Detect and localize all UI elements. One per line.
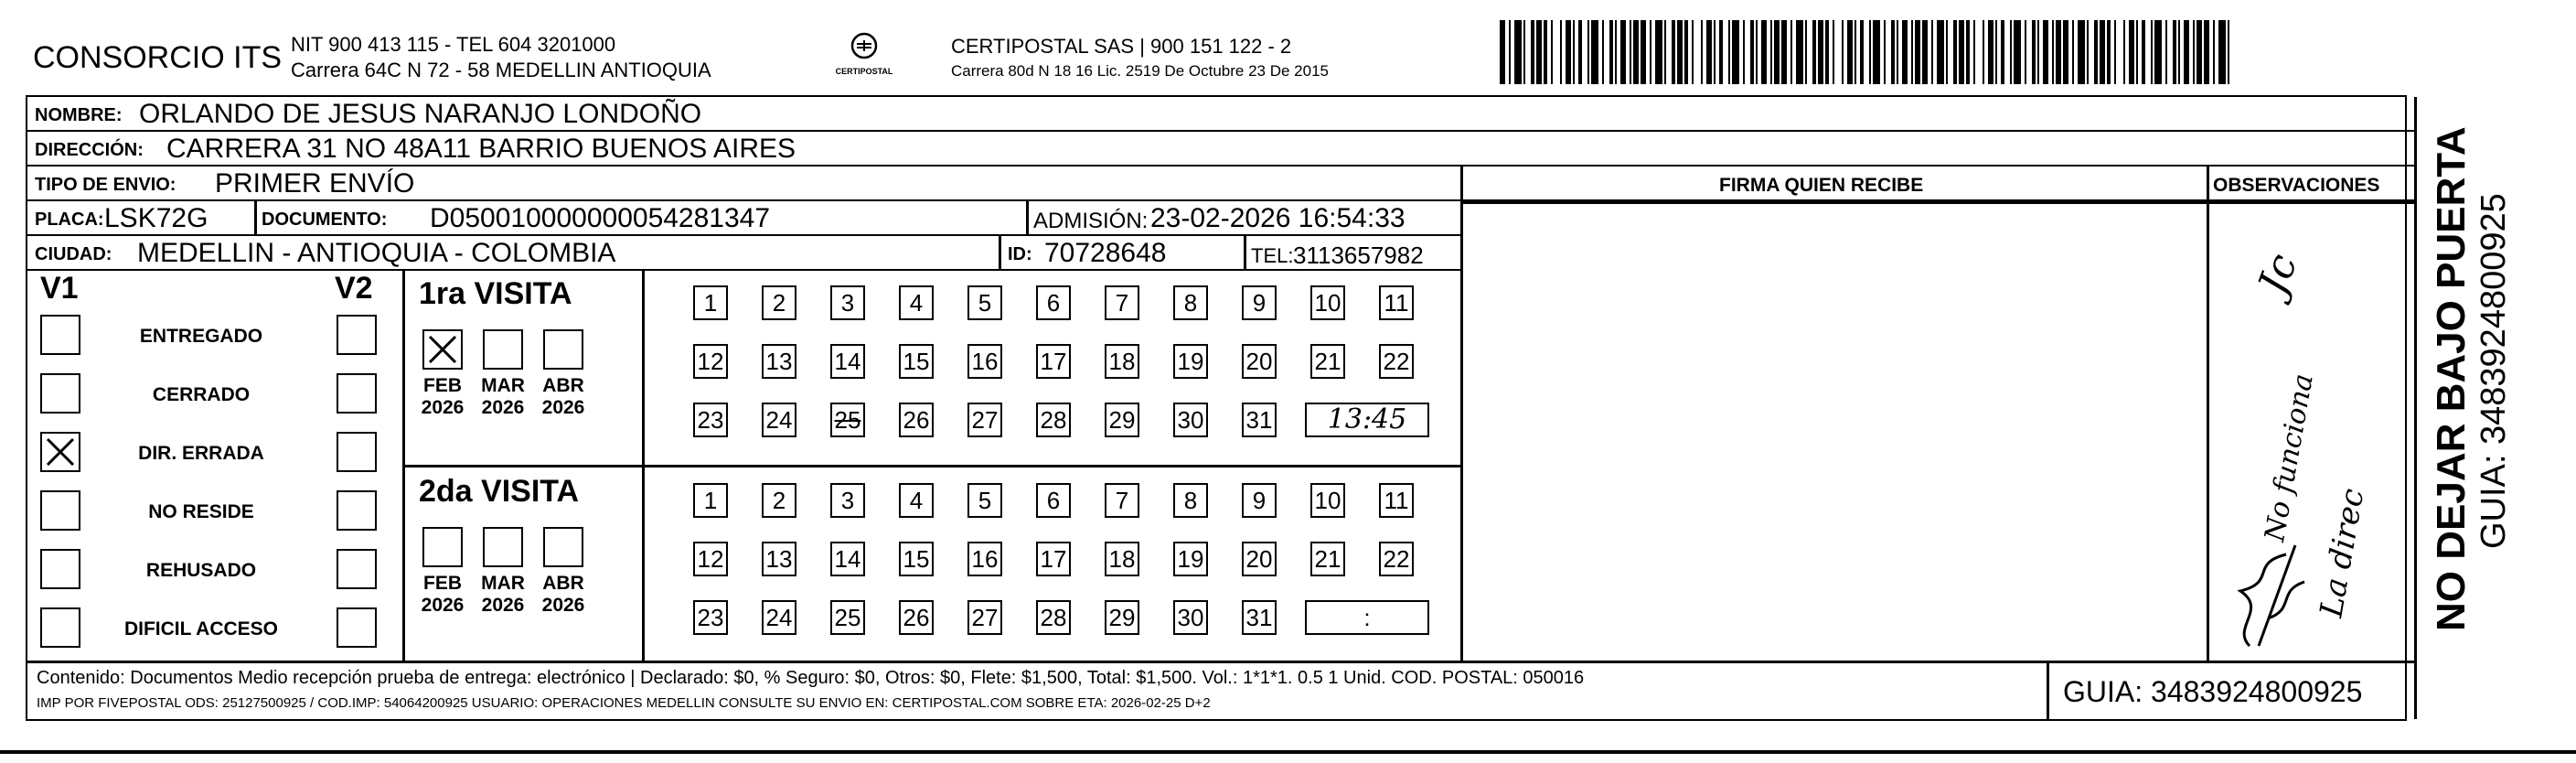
barcode-bar xyxy=(1531,20,1534,84)
barcode-bar xyxy=(2107,20,2111,84)
day-box[interactable]: 14 xyxy=(830,542,865,576)
barcode-bar xyxy=(1983,20,1984,84)
id-value: 70728648 xyxy=(1044,238,1167,268)
barcode-bar xyxy=(1587,20,1589,84)
month-year: 2026 xyxy=(541,397,585,418)
barcode-bar xyxy=(1591,20,1598,84)
admision-value: 23-02-2026 16:54:33 xyxy=(1150,203,1406,233)
footer-print-info: IMP POR FIVEPOSTAL ODS: 25127500925 / COD.IMP: 54064200925 USUARIO: OPERACIONES MEDELLIN CONSULTE SU ENVIO EN: CERTIPOSTAL.COM SOBRE ETA: 2026-02-25 D+2 xyxy=(37,695,1211,711)
month-year: 2026 xyxy=(481,595,525,616)
barcode-bar xyxy=(1706,20,1712,84)
day-box[interactable]: 17 xyxy=(1036,344,1071,379)
barcode-bar xyxy=(1805,20,1807,84)
v1-status-checkbox[interactable] xyxy=(40,373,80,414)
day-box[interactable]: 5 xyxy=(967,483,1002,518)
day-box[interactable]: 11 xyxy=(1379,483,1414,518)
day-box[interactable]: 16 xyxy=(967,542,1002,576)
barcode-bar xyxy=(1796,20,1803,84)
barcode-bar xyxy=(1664,20,1666,84)
observation-mid: No funciona xyxy=(2259,371,2320,544)
barcode-bar xyxy=(2129,20,2134,84)
barcode-bar xyxy=(1915,20,1920,84)
day-box[interactable]: 31 xyxy=(1242,600,1277,635)
barcode-bar xyxy=(1615,20,1617,84)
barcode-bar xyxy=(1500,20,1505,84)
day-box[interactable]: 8 xyxy=(1173,285,1208,320)
shipping-form xyxy=(26,95,2407,721)
day-box[interactable]: 21 xyxy=(1310,344,1345,379)
barcode-bar xyxy=(1732,20,1739,84)
barcode-bar xyxy=(1891,20,1895,84)
day-box[interactable]: 22 xyxy=(1379,542,1414,576)
visit-block xyxy=(27,271,1460,661)
day-box[interactable]: 6 xyxy=(1036,483,1071,518)
day-box[interactable]: 28 xyxy=(1036,403,1071,437)
barcode-bar xyxy=(1897,20,1898,84)
day-box[interactable]: 14 xyxy=(830,344,865,379)
barcode-bar xyxy=(1655,20,1662,84)
certipostal-logo xyxy=(823,31,905,86)
company-name: CONSORCIO ITS xyxy=(33,40,283,75)
admision-label: ADMISIÓN: xyxy=(1033,209,1149,233)
day-box[interactable]: 27 xyxy=(967,403,1002,437)
barcode-bar xyxy=(1931,20,1933,84)
status-label: NO RESIDE xyxy=(148,501,254,522)
barcode-bar xyxy=(2056,20,2061,84)
barcode-bar xyxy=(2094,20,2098,84)
ciudad-value: MEDELLIN - ANTIOQUIA - COLOMBIA xyxy=(137,238,616,268)
barcode-bar xyxy=(1902,20,1908,84)
observation-top: Jc xyxy=(2249,247,2307,301)
barcode-bar xyxy=(1677,20,1683,84)
v2-status-checkbox[interactable] xyxy=(337,315,377,355)
month-year: 2026 xyxy=(541,595,585,616)
day-box[interactable]: 29 xyxy=(1105,403,1139,437)
barcode-bar xyxy=(1869,20,1871,84)
barcode-bar xyxy=(2142,20,2145,84)
day-box[interactable]: 3 xyxy=(830,483,865,518)
month-checkbox[interactable] xyxy=(422,329,463,370)
barcode-bar xyxy=(1884,20,1886,84)
day-box[interactable]: 13 xyxy=(762,344,796,379)
direccion-value: CARRERA 31 NO 48A11 BARRIO BUENOS AIRES xyxy=(166,134,796,164)
day-box[interactable]: 20 xyxy=(1242,542,1277,576)
barcode-bar xyxy=(1812,20,1816,84)
v2-label: V2 xyxy=(335,271,373,306)
v1-status-checkbox[interactable] xyxy=(40,432,80,472)
day-box[interactable]: 1 xyxy=(693,285,728,320)
day-box[interactable]: 21 xyxy=(1310,542,1345,576)
day-box[interactable]: 7 xyxy=(1105,285,1139,320)
barcode-bar xyxy=(1937,20,1944,84)
barcode-bar xyxy=(2063,20,2068,84)
barcode-bar xyxy=(1743,20,1745,84)
carrier-name: CERTIPOSTAL SAS | 900 151 122 - 2 xyxy=(951,35,1292,58)
day-box[interactable]: 19 xyxy=(1173,344,1208,379)
barcode-bar xyxy=(1509,20,1511,84)
month-year: 2026 xyxy=(421,397,465,418)
day-box[interactable]: 4 xyxy=(899,483,934,518)
day-box[interactable]: 10 xyxy=(1310,285,1345,320)
logo-text: CERTIPOSTAL xyxy=(835,67,893,76)
barcode xyxy=(1500,20,2231,84)
tel-label: TEL: xyxy=(1251,244,1294,267)
barcode-bar xyxy=(1523,20,1525,84)
barcode-bar xyxy=(1825,20,1829,84)
x-mark-icon xyxy=(424,331,461,368)
tipo-label: TIPO DE ENVIO: xyxy=(35,175,176,195)
day-box[interactable]: 2 xyxy=(762,483,796,518)
barcode-bar xyxy=(2001,20,2004,84)
observation-bottom: La direc xyxy=(2313,486,2372,620)
barcode-bar xyxy=(2123,20,2125,84)
nombre-value: ORLANDO DE JESUS NARANJO LONDOÑO xyxy=(139,99,702,129)
day-box[interactable]: 2 xyxy=(762,285,796,320)
row-nombre xyxy=(27,97,2414,132)
barcode-bar xyxy=(1544,20,1547,84)
barcode-bar xyxy=(1701,20,1703,84)
barcode-bar xyxy=(2032,20,2036,84)
barcode-bar xyxy=(1719,20,1723,84)
row-direccion xyxy=(27,132,2414,167)
barcode-bar xyxy=(1781,20,1787,84)
barcode-bar xyxy=(1873,20,1880,84)
day-box[interactable]: 18 xyxy=(1105,542,1139,576)
footer-guia: GUIA: 3483924800925 xyxy=(2063,675,2363,708)
day-box[interactable]: 24 xyxy=(762,600,796,635)
documento-label: DOCUMENTO: xyxy=(262,210,388,230)
month-year: 2026 xyxy=(421,595,465,616)
v1-status-checkbox[interactable] xyxy=(40,490,80,531)
day-box[interactable]: 19 xyxy=(1173,542,1208,576)
day-box[interactable]: 18 xyxy=(1105,344,1139,379)
v2-status-checkbox[interactable] xyxy=(337,432,377,472)
barcode-bar xyxy=(2154,20,2162,84)
row-placa xyxy=(27,201,1460,236)
v2-status-checkbox[interactable] xyxy=(337,490,377,531)
v1-status-checkbox[interactable] xyxy=(40,549,80,589)
month-checkbox[interactable] xyxy=(422,527,463,567)
row-tipo xyxy=(27,167,2414,201)
barcode-bar xyxy=(1973,20,1975,84)
day-box[interactable]: 5 xyxy=(967,285,1002,320)
barcode-bar xyxy=(1630,20,1631,84)
barcode-bar xyxy=(2197,20,2202,84)
barcode-bar xyxy=(1774,20,1780,84)
barcode-bar xyxy=(1633,20,1639,84)
day-box[interactable]: 13 xyxy=(762,542,796,576)
placa-value: LSK72G xyxy=(104,203,208,233)
ciudad-label: CIUDAD: xyxy=(35,244,112,264)
barcode-bar xyxy=(1761,20,1767,84)
v2-status-checkbox[interactable] xyxy=(337,549,377,589)
barcode-bar xyxy=(2014,20,2021,84)
barcode-bar xyxy=(1922,20,1928,84)
day-box[interactable]: 25 xyxy=(830,403,865,437)
barcode-bar xyxy=(1609,20,1613,84)
v1-status-checkbox[interactable] xyxy=(40,315,80,355)
barcode-bar xyxy=(1672,20,1675,84)
barcode-bar xyxy=(1684,20,1688,84)
day-box[interactable]: 16 xyxy=(967,344,1002,379)
barcode-bar xyxy=(1714,20,1716,84)
day-box[interactable]: 30 xyxy=(1173,600,1208,635)
day-box[interactable]: 27 xyxy=(967,600,1002,635)
v1-status-checkbox[interactable] xyxy=(40,607,80,648)
barcode-bar xyxy=(2193,20,2195,84)
month-year: 2026 xyxy=(481,397,525,418)
barcode-bar xyxy=(2218,20,2226,84)
barcode-bar xyxy=(2136,20,2138,84)
day-box[interactable]: 26 xyxy=(899,600,934,635)
barcode-bar xyxy=(1650,20,1651,84)
barcode-bar xyxy=(1602,20,1604,84)
company-address: Carrera 64C N 72 - 58 MEDELLIN ANTIOQUIA xyxy=(291,59,711,81)
barcode-bar xyxy=(1860,20,1864,84)
barcode-bar xyxy=(2173,20,2176,84)
barcode-bar xyxy=(1995,20,1997,84)
day-box[interactable]: 31 xyxy=(1242,403,1277,437)
day-box[interactable]: 23 xyxy=(693,403,728,437)
barcode-bar xyxy=(1551,20,1553,84)
barcode-bar xyxy=(2025,20,2026,84)
status-label: REHUSADO xyxy=(145,560,257,581)
firma-header: FIRMA QUIEN RECIBE xyxy=(1719,175,1924,196)
day-box[interactable]: 8 xyxy=(1173,483,1208,518)
month-label: MAR xyxy=(481,375,525,396)
day-box[interactable]: 15 xyxy=(899,542,934,576)
barcode-bar xyxy=(1847,20,1853,84)
day-box[interactable]: 9 xyxy=(1242,285,1277,320)
barcode-bar xyxy=(1573,20,1575,84)
status-label: DIR. ERRADA xyxy=(138,443,264,464)
day-box[interactable]: 28 xyxy=(1036,600,1071,635)
visit-time-box[interactable]: 13:45 xyxy=(1305,403,1429,437)
barcode-bar xyxy=(2114,20,2116,84)
day-box[interactable]: 1 xyxy=(693,483,728,518)
v1-label: V1 xyxy=(40,271,79,306)
barcode-bar xyxy=(2010,20,2012,84)
barcode-bar xyxy=(2228,20,2229,84)
barcode-bar xyxy=(1988,20,1993,84)
barcode-bar xyxy=(1911,20,1913,84)
day-box[interactable]: 3 xyxy=(830,285,865,320)
observaciones-header: OBSERVACIONES xyxy=(2213,175,2380,196)
barcode-bar xyxy=(1620,20,1626,84)
day-box[interactable]: 12 xyxy=(693,344,728,379)
tel-value: 3113657982 xyxy=(1293,242,1424,269)
barcode-bar xyxy=(1966,20,1970,84)
barcode-bar xyxy=(2043,20,2048,84)
barcode-bar xyxy=(2100,20,2105,84)
month-label: FEB xyxy=(423,573,462,594)
placa-label: PLACA: xyxy=(35,210,104,230)
barcode-bar xyxy=(1514,20,1522,84)
barcode-bar xyxy=(1728,20,1730,84)
barcode-bar xyxy=(1641,20,1646,84)
day-box[interactable]: 4 xyxy=(899,285,934,320)
barcode-bar xyxy=(2213,20,2215,84)
month-label: FEB xyxy=(423,375,462,396)
month-label: MAR xyxy=(481,573,525,594)
day-box[interactable]: 22 xyxy=(1379,344,1414,379)
barcode-bar xyxy=(1750,20,1754,84)
barcode-bar xyxy=(2052,20,2054,84)
barcode-bar xyxy=(2087,20,2089,84)
footer-content: Contenido: Documentos Medio recepción prueba de entrega: electrónico | Declarado: $0, % Seguro: $0, Otros: $0, Flete: $1,500, Total: $1,500. Vol.: 1*1*1. 0.5 1 Unid. COD. POSTAL: 050016 xyxy=(37,668,1585,688)
day-box[interactable]: 20 xyxy=(1242,344,1277,379)
barcode-bar xyxy=(1566,20,1571,84)
company-nit: NIT 900 413 115 - TEL 604 3201000 xyxy=(291,33,616,56)
id-label: ID: xyxy=(1008,244,1032,264)
v2-status-checkbox[interactable] xyxy=(337,607,377,648)
status-label: CERRADO xyxy=(152,384,251,405)
barcode-bar xyxy=(1959,20,1964,84)
day-box[interactable]: 10 xyxy=(1310,483,1345,518)
barcode-bar xyxy=(1536,20,1542,84)
barcode-bar xyxy=(2204,20,2209,84)
barcode-bar xyxy=(1790,20,1792,84)
day-box[interactable]: 25 xyxy=(830,600,865,635)
day-box[interactable]: 26 xyxy=(899,403,934,437)
second-visit-title: 2da VISITA xyxy=(419,474,580,509)
row-ciudad xyxy=(27,236,1460,271)
barcode-bar xyxy=(2037,20,2039,84)
month-label: ABR xyxy=(542,573,584,594)
side-guia: GUIA: 3483924800925 xyxy=(2474,193,2513,549)
day-box[interactable]: 11 xyxy=(1379,285,1414,320)
month-label: ABR xyxy=(542,375,584,396)
day-box[interactable]: 7 xyxy=(1105,483,1139,518)
barcode-bar xyxy=(1833,20,1834,84)
status-label: DIFICIL ACCESO xyxy=(123,618,278,639)
barcode-bar xyxy=(2078,20,2085,84)
month-checkbox[interactable] xyxy=(543,527,583,567)
day-box[interactable]: 12 xyxy=(693,542,728,576)
barcode-bar xyxy=(1946,20,1948,84)
tipo-value: PRIMER ENVÍO xyxy=(215,168,415,199)
barcode-bar xyxy=(1560,20,1562,84)
signature-scribble xyxy=(2213,490,2323,655)
day-box[interactable]: 15 xyxy=(899,344,934,379)
first-visit-title: 1ra VISITA xyxy=(419,276,572,311)
day-box[interactable]: 17 xyxy=(1036,542,1071,576)
direccion-label: DIRECCIÓN: xyxy=(35,140,144,160)
barcode-bar xyxy=(2072,20,2074,84)
x-mark-icon xyxy=(42,434,79,470)
barcode-bar xyxy=(2178,20,2180,84)
barcode-bar xyxy=(1692,20,1694,84)
barcode-bar xyxy=(2151,20,2153,84)
side-no-dejar: NO DEJAR BAJO PUERTA xyxy=(2429,126,2474,631)
barcode-bar xyxy=(2184,20,2189,84)
visit-time-box[interactable]: : xyxy=(1305,600,1429,635)
month-checkbox[interactable] xyxy=(483,527,523,567)
barcode-bar xyxy=(1953,20,1957,84)
v2-status-checkbox[interactable] xyxy=(337,373,377,414)
status-label: ENTREGADO xyxy=(139,326,263,347)
barcode-bar xyxy=(1818,20,1823,84)
barcode-bar xyxy=(1842,20,1844,84)
day-box[interactable]: 24 xyxy=(762,403,796,437)
documento-value: D050010000000054281347 xyxy=(430,203,771,233)
barcode-bar xyxy=(2165,20,2167,84)
day-box[interactable]: 6 xyxy=(1036,285,1071,320)
barcode-bar xyxy=(1756,20,1758,84)
barcode-bar xyxy=(1855,20,1856,84)
month-checkbox[interactable] xyxy=(483,329,523,370)
barcode-bar xyxy=(1770,20,1772,84)
day-box[interactable]: 9 xyxy=(1242,483,1277,518)
day-box[interactable]: 29 xyxy=(1105,600,1139,635)
barcode-bar xyxy=(1578,20,1582,84)
nombre-label: NOMBRE: xyxy=(35,105,123,125)
day-box[interactable]: 30 xyxy=(1173,403,1208,437)
certipostal-logo-icon xyxy=(844,31,884,64)
month-checkbox[interactable] xyxy=(543,329,583,370)
carrier-address: Carrera 80d N 18 16 Lic. 2519 De Octubre 23 De 2015 xyxy=(951,62,1329,80)
day-box[interactable]: 23 xyxy=(693,600,728,635)
